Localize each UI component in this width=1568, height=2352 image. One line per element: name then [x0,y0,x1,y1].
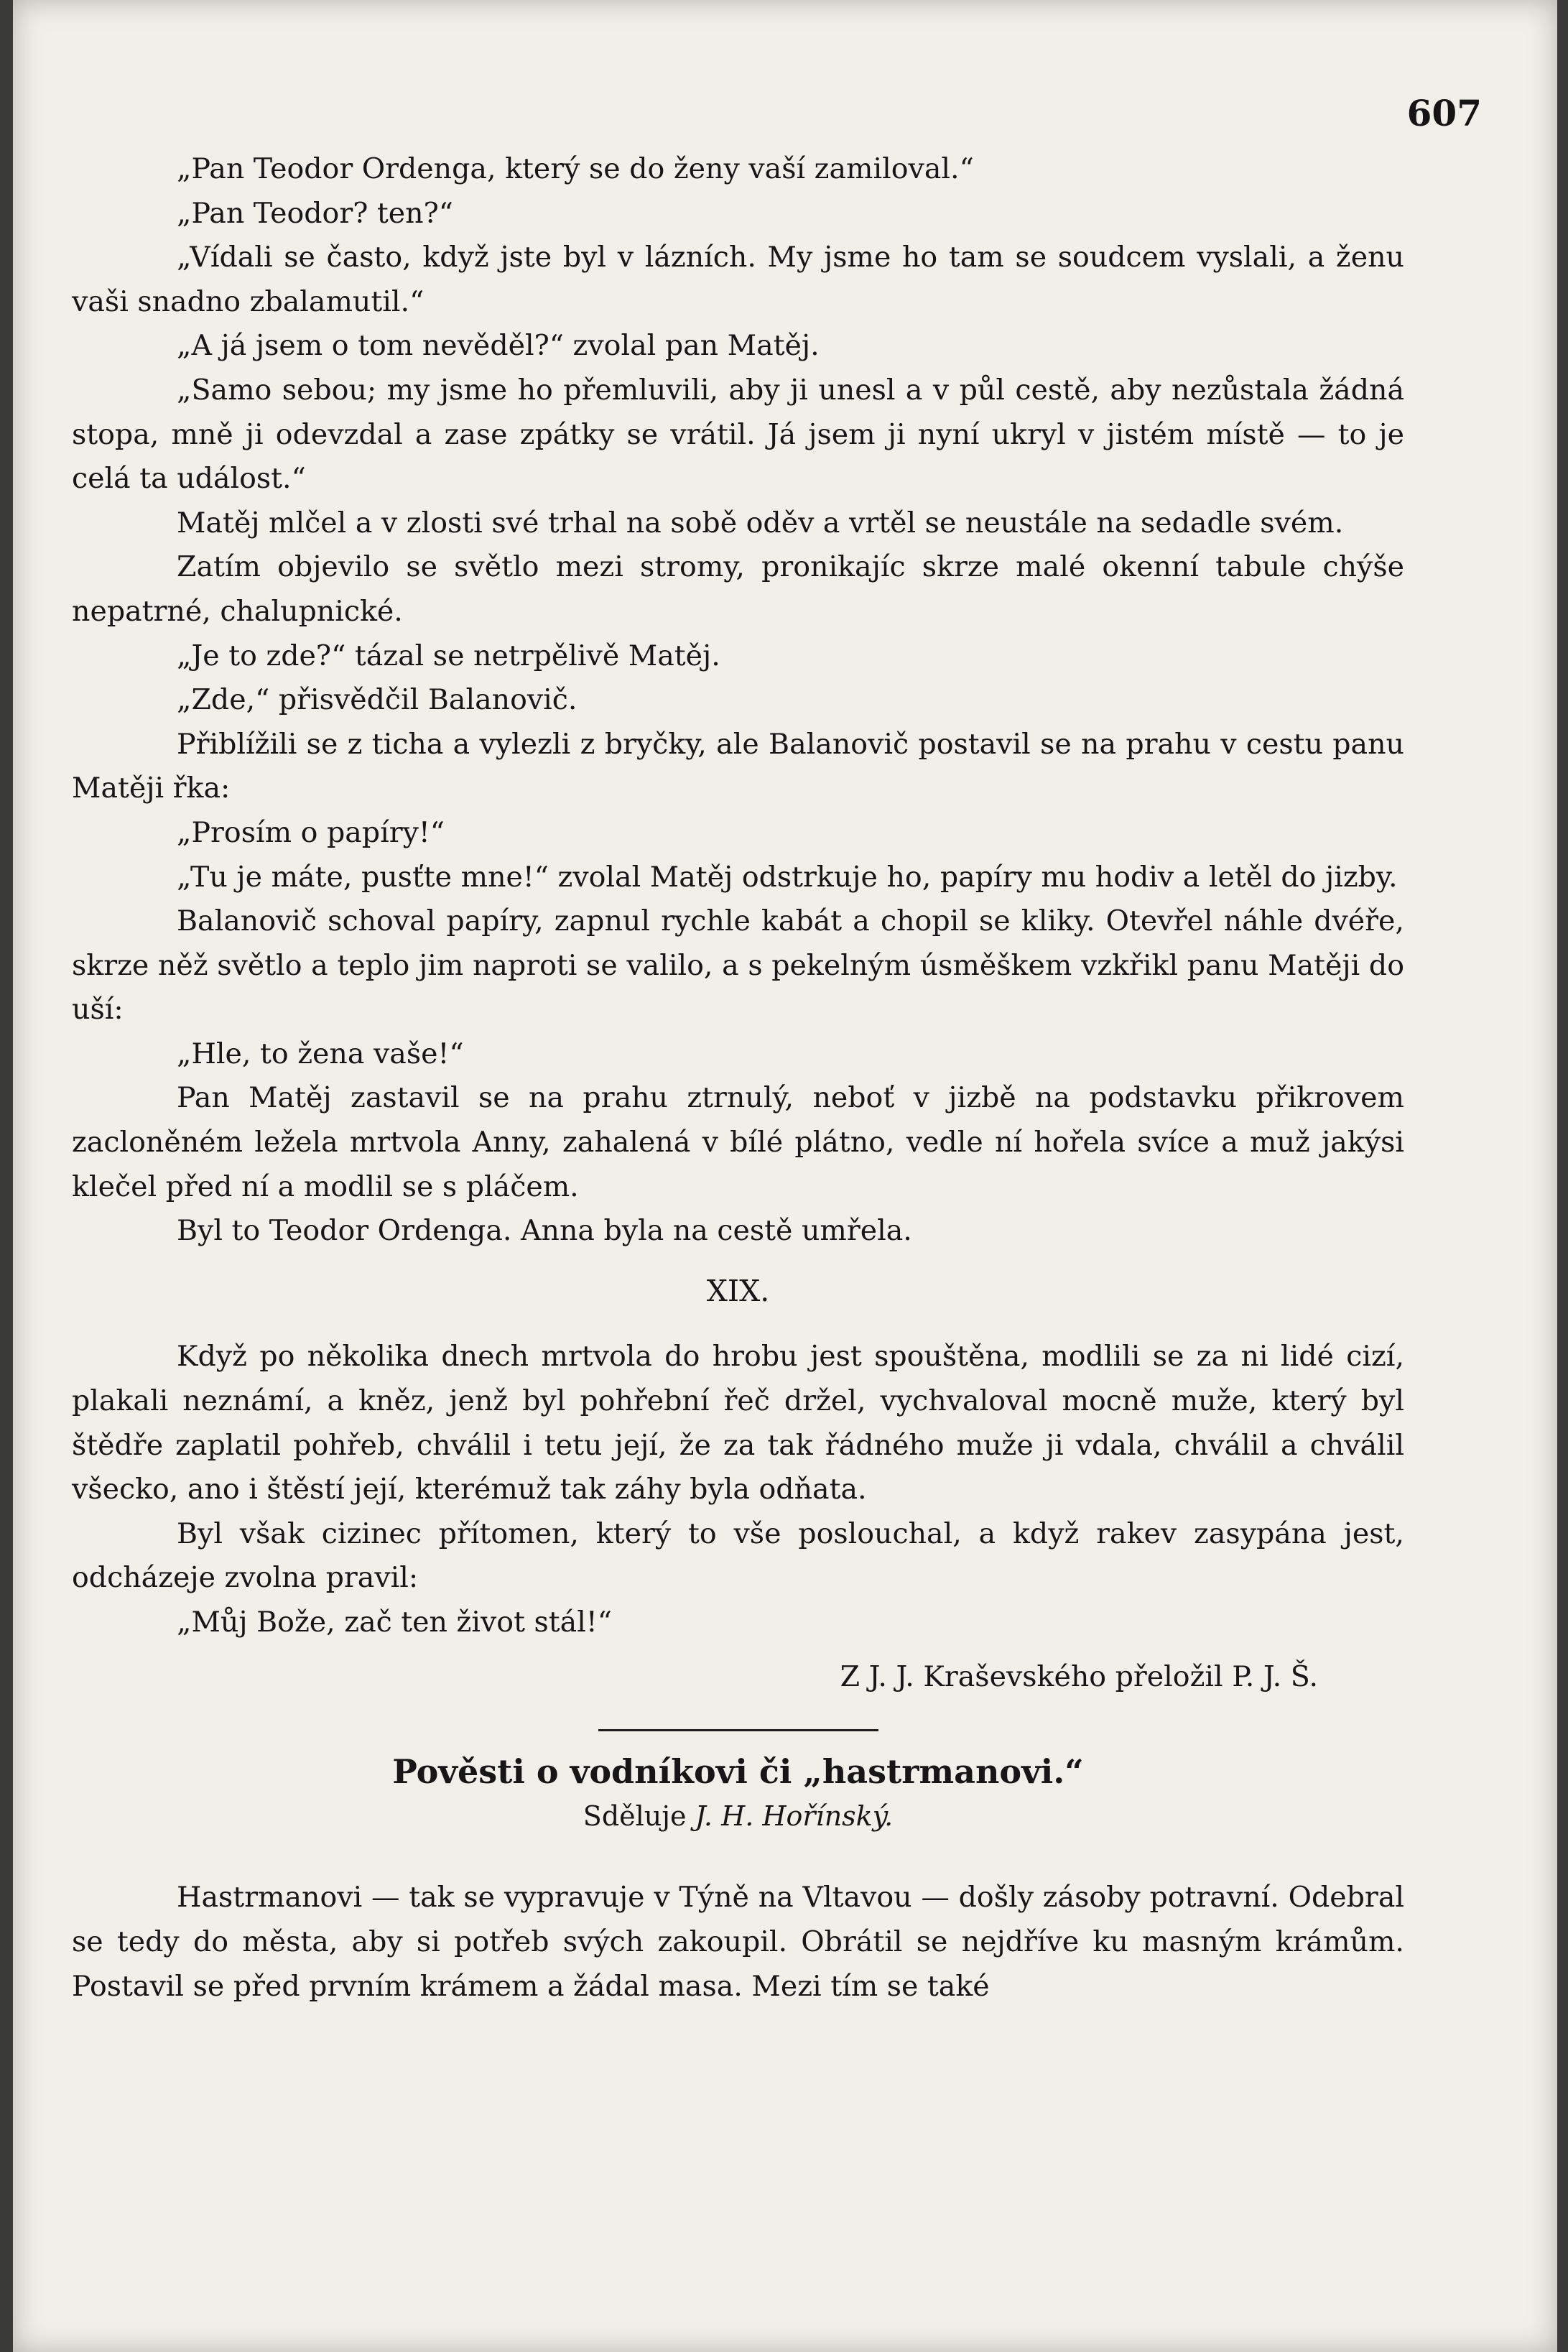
paragraph: „Pan Teodor? ten?“ [177,196,453,230]
paragraph: „Zde,“ přisvědčil Balanovič. [177,683,577,717]
paragraph: „Prosím o papíry!“ [177,815,445,849]
body-text [72,147,1404,2009]
translator-signature: Z J. J. Kraševského přeložil P. J. Š. [840,1659,1318,1693]
paragraph: Byl však cizinec přítomen, který to vše poslouchal, a když rakev zasypána jest, odcházeje zvolna pravil: [72,1517,1404,1595]
paragraph: Matěj mlčel a v zlosti své trhal na sobě oděv a vrtěl se neustále na sedadle svém. [177,506,1344,540]
paragraph: „Pan Teodor Ordenga, který se do ženy vaší zamiloval.“ [177,152,974,185]
paragraph: „A já jsem o tom nevěděl?“ zvolal pan Matěj. [177,329,820,363]
paragraph: Přiblížili se z ticha a vylezli z bryčky, ale Balanovič postavil se na prahu v cestu panu Matěji řka: [72,727,1404,805]
article-title: Pověsti o vodníkovi či „hastrmanovi.“ [392,1752,1084,1792]
article-byline [72,1795,1404,1839]
paragraph: „Je to zde?“ tázal se netrpělivě Matěj. [177,639,720,672]
section-divider [598,1729,878,1731]
paragraph: „Tu je máte, pusťte mne!“ zvolal Matěj odstrkuje ho, papíry mu hodiv a letěl do jizby. [177,860,1398,894]
byline-author: J. H. Hořínský. [695,1800,894,1832]
paragraph: Balanovič schoval papíry, zapnul rychle kabát a chopil se kliky. Otevřel náhle dvéře, skrze něž světlo a teplo jim naproti se valilo, a s pekelným úsměškem vzkřikl panu Matěji do uší: [72,904,1404,1027]
paragraph: „Vídali se často, když jste byl v lázních. My jsme ho tam se soudcem vyslali, a ženu vaši snadno zbalamutil.“ [72,241,1404,318]
paragraph: Zatím objevilo se světlo mezi stromy, pronikajíc skrze malé okenní tabule chýše nepatrné, chalupnické. [72,550,1404,628]
paragraph: „Samo sebou; my jsme ho přemluvili, aby ji unesl a v půl cestě, aby nezůstala žádná stopa, mně ji odevzdal a zase zpátky se vrátil. Já jsem ji nyní ukryl v jistém místě — to je celá ta událost.“ [72,373,1404,496]
byline-prefix: Sděluje [583,1800,695,1832]
paragraph: Byl to Teodor Ordenga. Anna byla na cestě umřela. [177,1214,912,1248]
document-page [13,0,1557,2352]
chapter-heading: XIX. [706,1273,770,1308]
paragraph: Když po několika dnech mrtvola do hrobu jest spouštěna, modlili se za ni lidé cizí, plakali neznámí, a kněz, jenž byl pohřební řeč držel, vychvaloval mocně muže, který byl štědře zaplatil pohřeb, chválil i tetu její, že za tak řádného muže ji vdala, chválil a chválil všecko, ano i štěstí její, kterémuž tak záhy byla odňata. [72,1340,1404,1506]
paragraph: „Můj Bože, zač ten život stál!“ [177,1606,612,1639]
paragraph: Pan Matěj zastavil se na prahu ztrnulý, neboť v jizbě na podstavku přikrovem zacloněném ležela mrtvola Anny, zahalená v bílé plátno, vedle ní hořela svíce a muž jakýsi klečel před ní a modlil se s pláčem. [72,1081,1404,1203]
page-number: 607 [1406,92,1482,134]
paragraph: „Hle, to žena vaše!“ [177,1037,464,1070]
paragraph: Hastrmanovi — tak se vypravuje v Týně na Vltavou — došly zásoby potravní. Odebral se tedy do města, aby si potřeb svých zakoupil. Obrátil se nejdříve ku masným krámům. Postavil se před prvním krámem a žádal masa. Mezi tím se také [72,1881,1404,2003]
